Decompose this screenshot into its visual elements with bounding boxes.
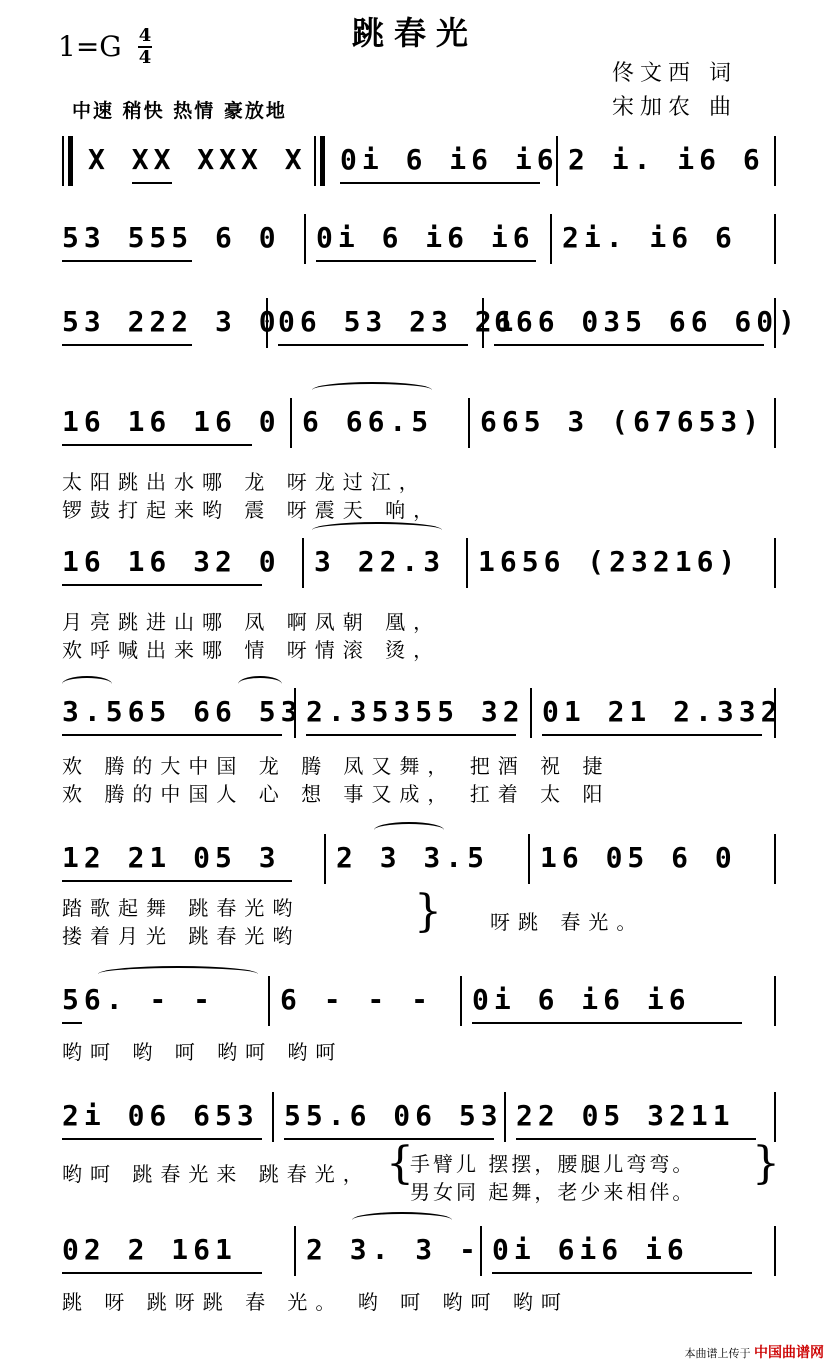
barline: [774, 214, 776, 264]
measure: 666 035 66 60): [494, 305, 801, 338]
lyric-verse-1: 欢 腾的大中国 龙 腾 凤又舞， 把酒 祝 捷: [62, 754, 611, 778]
lyric-verse-2: 锣鼓打起来哟 震 呀震天 响，: [62, 498, 442, 522]
barline: [266, 298, 268, 348]
measure: 2 3. 3 -: [306, 1233, 481, 1266]
time-signature: [138, 27, 152, 67]
measure: 53 222 3 0: [62, 305, 281, 338]
measure: 2i. i6 6: [562, 221, 737, 254]
measure: 53 555 6 0: [62, 221, 281, 254]
barline: [302, 538, 304, 588]
barline: [774, 976, 776, 1026]
lyric-verse-1: 太阳跳出水哪 龙 呀龙过江，: [62, 470, 427, 494]
measure: 55.6 06 53: [284, 1099, 503, 1132]
score-line: [62, 300, 801, 360]
barline: [460, 976, 462, 1026]
barline: [774, 1226, 776, 1276]
tempo-marking: 中速 稍快 热情 豪放地: [72, 100, 287, 122]
barline: [324, 834, 326, 884]
lyric-verse-1: 踏歌起舞 跳春光哟: [62, 896, 301, 920]
barline: [272, 1092, 274, 1142]
lyric-verse-2: 欢 腾的中国人 心 想 事又成， 扛着 太 阳: [62, 782, 611, 806]
measure: 2.35355 32: [306, 695, 525, 728]
key-signature: 1=G: [58, 30, 122, 63]
lyric-verse-2: 欢呼喊出来哪 情 呀情滚 烫，: [62, 638, 442, 662]
measure: X XX XXX X: [88, 143, 307, 176]
measure: 3.565 66 53: [62, 695, 303, 728]
barline: [290, 398, 292, 448]
measure: 2 i. i6 6: [568, 143, 765, 176]
lyric-line: 哟呵 哟 呵 哟呵 哟呵: [62, 1040, 344, 1064]
lyric-shared: 呀跳 春光。: [490, 910, 645, 934]
lyric-verse-2: 搂着月光 跳春光哟: [62, 924, 301, 948]
barline: [466, 538, 468, 588]
measure: 3 22.3: [314, 545, 446, 578]
barline: [294, 688, 296, 738]
measure: 0i 6 i6 i6: [340, 143, 559, 176]
lyric-split-2: 男女同 起舞，老少来相伴。: [410, 1180, 696, 1204]
barline: [294, 1226, 296, 1276]
barline: [304, 214, 306, 264]
measure: 16 16 16 0: [62, 405, 281, 438]
measure: 1656 (23216): [478, 545, 741, 578]
score-line: [62, 978, 776, 1064]
composer-credit: 宋加农 曲: [612, 95, 737, 120]
verse-bracket-close: }: [752, 1138, 780, 1189]
score-line: [62, 690, 783, 806]
score-line: [62, 400, 776, 522]
measure: 0i 6i6 i6: [492, 1233, 689, 1266]
score-line: [62, 1094, 780, 1204]
barline: [774, 538, 776, 588]
measure: 22 05 3211: [516, 1099, 735, 1132]
lyric-split-1: 手臂儿 摆摆，腰腿儿弯弯。: [410, 1152, 696, 1176]
measure: 665 3 (67653): [480, 405, 765, 438]
song-title: 跳春光: [351, 14, 478, 52]
verse-bracket-open: {: [386, 1138, 414, 1189]
barline: [774, 834, 776, 884]
measure: 0i 6 i6 i6: [472, 983, 691, 1016]
footer-prefix: 本曲谱上传于: [684, 1347, 751, 1360]
measure: 01 21 2.332: [542, 695, 783, 728]
score-line: [62, 540, 776, 662]
measure: 6 - - -: [280, 983, 434, 1016]
measure: 16 16 32 0: [62, 545, 281, 578]
barline: [528, 834, 530, 884]
measure: 0i 6 i6 i6: [316, 221, 535, 254]
barline: [268, 976, 270, 1026]
measure: 02 2 161: [62, 1233, 237, 1266]
barline: [480, 1226, 482, 1276]
barline: [530, 688, 532, 738]
barline: [774, 298, 776, 348]
repeat-end-barline: [314, 136, 316, 186]
barline: [482, 298, 484, 348]
barline: [774, 688, 776, 738]
barline: [550, 214, 552, 264]
time-sig-bottom: 4: [138, 47, 152, 68]
barline: [468, 398, 470, 448]
measure: 06 53 23 21: [278, 305, 519, 338]
lyricist-credit: 佟文西 词: [612, 61, 737, 86]
verse-bracket: }: [414, 886, 442, 937]
measure: 2 3 3.5: [336, 841, 490, 874]
measure: 56. - -: [62, 983, 216, 1016]
score-line: [62, 216, 776, 276]
barline: [504, 1092, 506, 1142]
repeat-start-barline: [62, 136, 64, 186]
score-line: [62, 138, 776, 198]
lyric-line: 跳 呀 跳呀跳 春 光。 哟 呵 哟呵 哟呵: [62, 1290, 569, 1314]
footer-credit: [685, 1342, 825, 1362]
measure: 12 21 05 3: [62, 841, 281, 874]
site-logo-text: 中国曲谱网: [754, 1345, 824, 1361]
barline: [774, 398, 776, 448]
measure: 6 66.5: [302, 405, 434, 438]
measure: 2i 06 653: [62, 1099, 259, 1132]
lyric-verse-1: 月亮跳进山哪 凤 啊凤朝 凰，: [62, 610, 442, 634]
lyric-line: 哟呵 跳春光来 跳春光，: [62, 1162, 371, 1186]
measure: 16 05 6 0: [540, 841, 737, 874]
score-line: [62, 1228, 776, 1314]
time-sig-top: 4: [138, 25, 152, 46]
barline: [556, 136, 558, 186]
barline: [774, 136, 776, 186]
score-line: [62, 836, 776, 948]
barline: [774, 1092, 776, 1142]
